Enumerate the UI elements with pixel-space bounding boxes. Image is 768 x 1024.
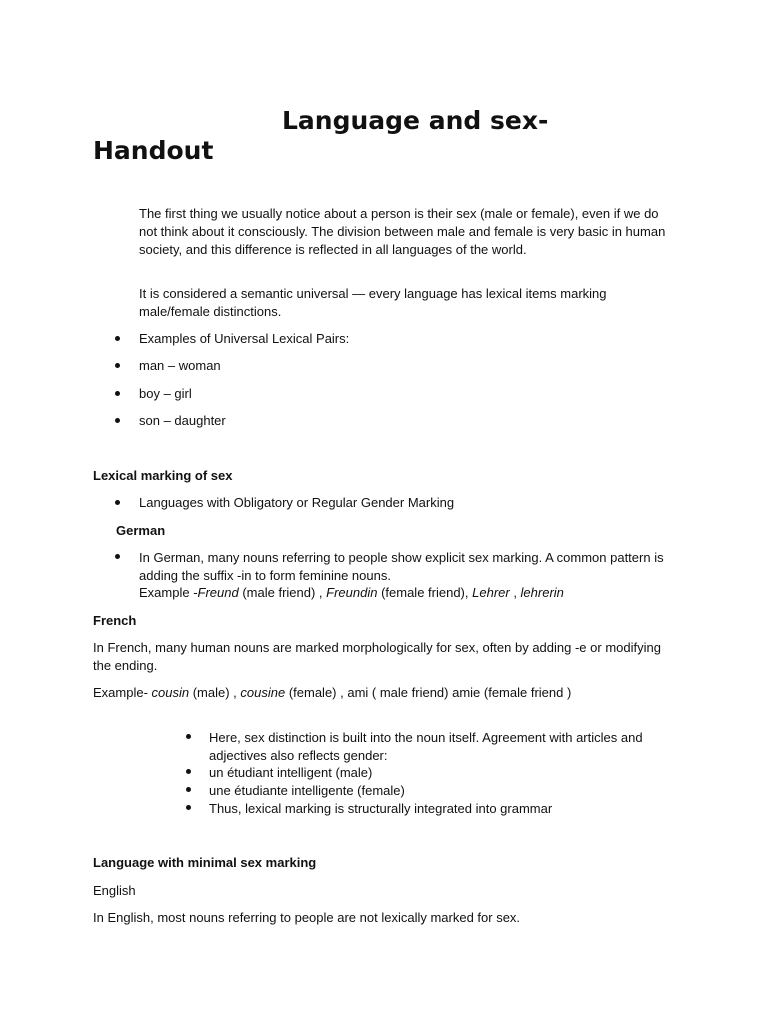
bullet-icon bbox=[115, 363, 120, 368]
example-word: lehrerin bbox=[520, 585, 564, 600]
list-item: un étudiant intelligent (male) bbox=[209, 765, 373, 780]
list-item: Languages with Obligatory or Regular Gender Marking bbox=[139, 495, 455, 510]
example-word: Lehrer bbox=[472, 585, 510, 600]
bullet-icon bbox=[115, 418, 120, 423]
list-item: man – woman bbox=[139, 358, 221, 373]
bullet-icon bbox=[186, 769, 191, 774]
example-gloss: (male) , bbox=[189, 685, 241, 700]
list-item: Here, sex distinction is built into the noun itself. Agreement with articles and adjectives also reflects gender: bbox=[209, 730, 643, 763]
title-line-2: Handout bbox=[93, 136, 214, 165]
bullet-icon bbox=[186, 787, 191, 792]
example-word: Freund bbox=[197, 585, 239, 600]
english-paragraph: In English, most nouns referring to people are not lexically marked for sex. bbox=[93, 910, 521, 925]
subheading-english: English bbox=[93, 883, 136, 898]
list-item: Examples of Universal Lexical Pairs: bbox=[139, 331, 350, 346]
list-item: Thus, lexical marking is structurally integrated into grammar bbox=[209, 801, 553, 816]
example-word: Freundin bbox=[326, 585, 378, 600]
section-heading-minimal: Language with minimal sex marking bbox=[93, 855, 317, 870]
example-word: cousine bbox=[240, 685, 286, 700]
intro-paragraph-1: The first thing we usually notice about a person is their sex (male or female), even if we do not think about it consciously. The division between male and female is very basic in human society, and this difference is reflected in all languages of the world. bbox=[139, 206, 666, 257]
list-item: son – daughter bbox=[139, 413, 226, 428]
title-line-1: Language and sex- bbox=[282, 106, 549, 135]
bullet-icon bbox=[115, 391, 120, 396]
german-example bbox=[139, 584, 674, 602]
list-item: boy – girl bbox=[139, 386, 192, 401]
subheading-german: German bbox=[116, 523, 166, 538]
example-word: cousin bbox=[151, 685, 190, 700]
bullet-icon bbox=[115, 500, 120, 505]
subheading-french: French bbox=[93, 613, 137, 628]
german-explanation: In German, many nouns referring to people show explicit sex marking. A common pattern is adding the suffix -in to form feminine nouns. bbox=[139, 550, 664, 583]
example-gloss: (female) , ami ( male friend) amie (female friend ) bbox=[285, 685, 572, 700]
page-title bbox=[93, 106, 693, 166]
french-paragraph: In French, many human nouns are marked morphologically for sex, often by adding -e or modifying the ending. bbox=[93, 640, 661, 673]
bullet-icon bbox=[115, 336, 120, 341]
bullet-icon bbox=[186, 805, 191, 810]
example-gloss: (female friend), bbox=[377, 585, 473, 600]
french-example bbox=[93, 684, 673, 702]
example-separator: , bbox=[509, 585, 521, 600]
intro-paragraph-2: It is considered a semantic universal — every language has lexical items marking male/female distinctions. bbox=[139, 286, 607, 319]
list-item: une étudiante intelligente (female) bbox=[209, 783, 405, 798]
bullet-icon bbox=[186, 734, 191, 739]
bullet-icon bbox=[115, 554, 120, 559]
section-heading-lexical: Lexical marking of sex bbox=[93, 468, 233, 483]
example-prefix: Example- bbox=[93, 685, 152, 700]
example-prefix: Example - bbox=[139, 585, 198, 600]
example-gloss: (male friend) , bbox=[238, 585, 327, 600]
